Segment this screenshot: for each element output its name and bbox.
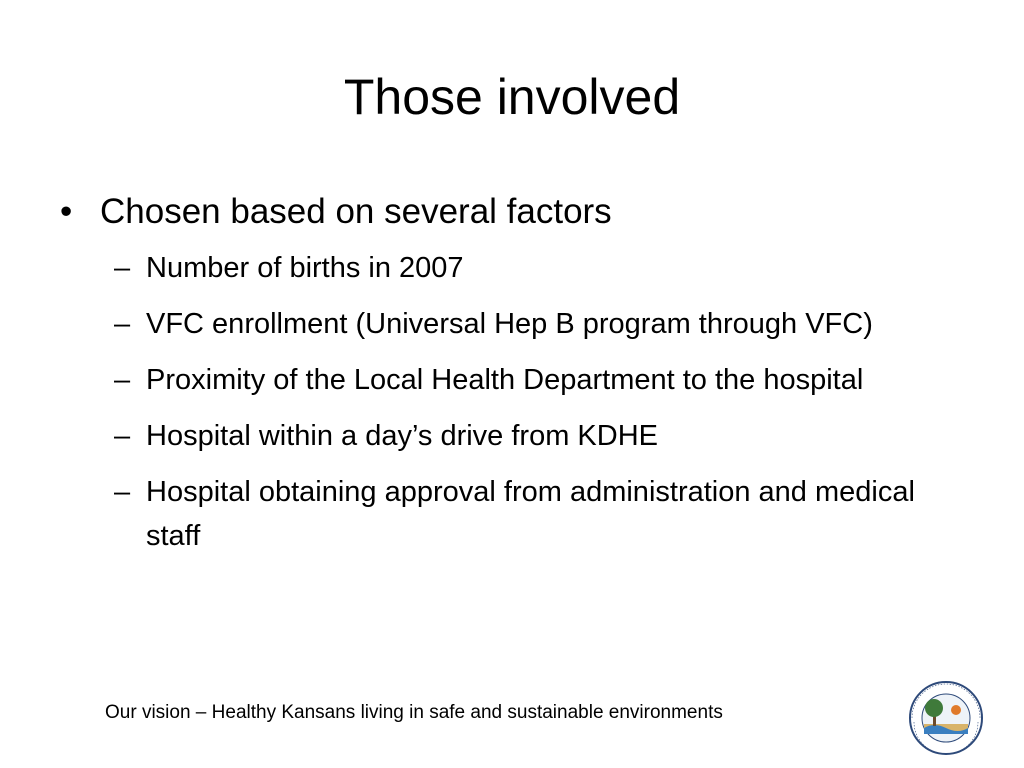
dash-glyph: – bbox=[114, 364, 131, 396]
bullet-item bbox=[60, 188, 970, 236]
sub-bullet-list bbox=[60, 246, 970, 558]
dash-glyph: – bbox=[114, 420, 131, 452]
slide-content bbox=[60, 188, 970, 570]
sub-bullet-text: Number of births in 2007 bbox=[146, 252, 464, 284]
dash-glyph: – bbox=[114, 308, 131, 340]
bullet-text: Chosen based on several factors bbox=[100, 192, 612, 231]
kdhe-seal-icon bbox=[908, 680, 984, 756]
slide-title: Those involved bbox=[343, 69, 681, 125]
bullet-glyph: • bbox=[60, 192, 73, 231]
sub-bullet-text: Proximity of the Local Health Department to the hospital bbox=[146, 364, 864, 396]
dash-glyph: – bbox=[114, 252, 131, 284]
sub-bullet-item bbox=[60, 358, 970, 402]
sub-bullet-item bbox=[60, 414, 970, 458]
sub-bullet-text: Hospital within a day’s drive from KDHE bbox=[146, 420, 658, 452]
sub-bullet-item bbox=[60, 470, 970, 558]
sub-bullet-text: Hospital obtaining approval from administration and medical staff bbox=[146, 476, 915, 552]
sub-bullet-item bbox=[60, 246, 970, 290]
sub-bullet-text: VFC enrollment (Universal Hep B program through VFC) bbox=[146, 308, 873, 340]
footer-vision-text: Our vision – Healthy Kansans living in safe and sustainable environments bbox=[105, 702, 723, 723]
sub-bullet-item bbox=[60, 302, 970, 346]
dash-glyph: – bbox=[114, 476, 131, 508]
